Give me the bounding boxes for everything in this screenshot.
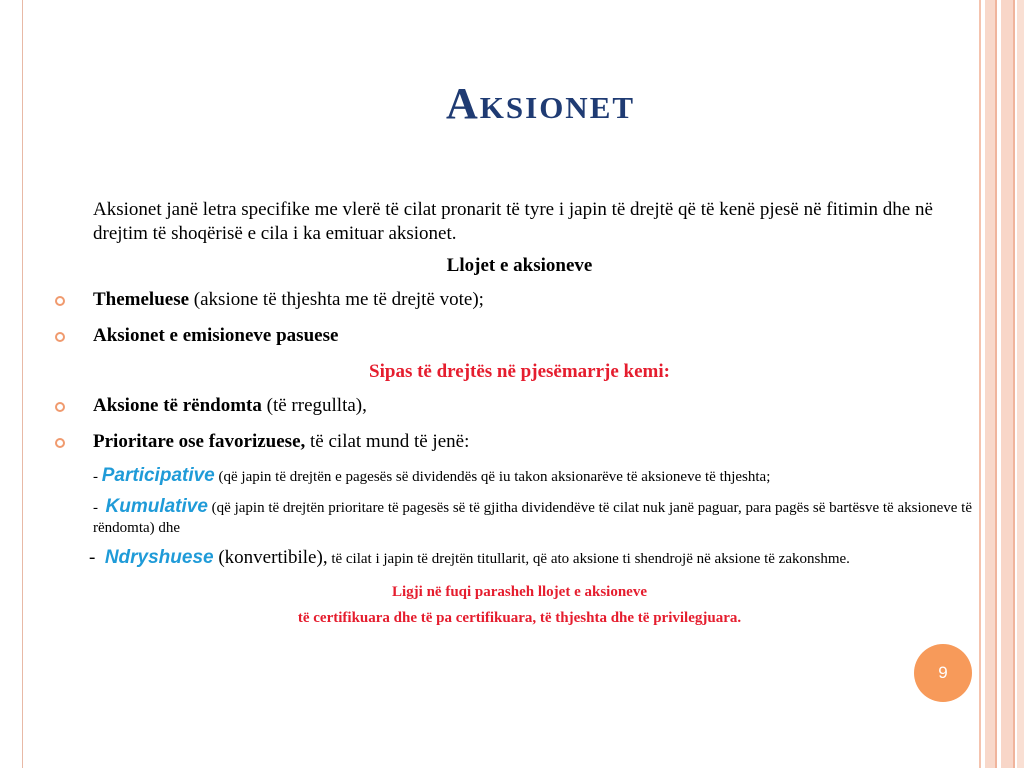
sub-term: Kumulative <box>105 496 208 517</box>
bullet-term: Prioritare ose favorizuese, <box>93 431 306 452</box>
rights-heading: Sipas të drejtës në pjesëmarrje kemi: <box>369 361 670 382</box>
bullet-item <box>52 288 987 312</box>
sub-desc: të cilat i japin të drejtën titullarit, që ato aksione ti shendrojë në aksione të zakonshme. <box>327 551 850 567</box>
bullet-circle-icon <box>55 402 65 412</box>
right-border-stripe <box>1013 0 1015 768</box>
bullet-item <box>52 430 987 454</box>
sub-dash: - <box>89 547 105 568</box>
bullet-term: Themeluese <box>93 289 190 310</box>
intro-paragraph: Aksionet janë letra specifike me vlerë të cilat pronarit të tyre i japin të drejtë që të kenë pjesë në fitimin dhe në drejtim të shoqërisë e cila i ka emituar aksionet. <box>93 199 933 244</box>
bullet-item <box>52 324 987 348</box>
sub-term: Participative <box>101 465 215 486</box>
sub-desc: (që japin të drejtën prioritare të pagesës së të gjitha dividendëve të cilat nuk janë paguar, para pagës së bartësve të aksioneve të rëndomta) dhe <box>93 500 972 536</box>
sub-term: Ndryshuese <box>104 547 214 568</box>
bullet-circle-icon <box>55 296 65 306</box>
law-line-1: Ligji në fuqi parasheh llojet e aksioneve <box>391 584 647 600</box>
sub-dash: - <box>93 500 106 516</box>
sub-item-ndryshuese <box>89 548 987 569</box>
bullet-text: (të rregullta), <box>261 395 367 416</box>
left-border-line <box>0 0 23 768</box>
bullet-item <box>52 394 987 418</box>
bullet-term: Aksionet e emisioneve pasuese <box>93 325 339 346</box>
sub-desc: (që japin të drejtën e pagesës së dividendës që iu takon aksionarëve të aksioneve të thjeshta; <box>214 469 771 485</box>
page-number-badge: 9 <box>914 644 972 702</box>
right-border-stripe <box>1001 0 1013 768</box>
slide-title: Aksionet <box>446 79 636 128</box>
bullet-circle-icon <box>55 438 65 448</box>
right-border-stripe <box>995 0 997 768</box>
sub-item-participative <box>93 466 987 487</box>
types-heading: Llojet e aksioneve <box>446 255 593 276</box>
slide-content <box>52 198 987 631</box>
sub-dash: - <box>93 469 102 485</box>
bullet-circle-icon <box>55 332 65 342</box>
sub-mid: (konvertibile), <box>213 547 328 568</box>
law-line-2: të certifikuara dhe të pa certifikuara, të thjeshta dhe të privilegjuara. <box>297 610 742 626</box>
right-border-stripe <box>1017 0 1024 768</box>
bullet-text: (aksione të thjeshta me të drejtë vote); <box>189 289 484 310</box>
sub-item-kumulative <box>93 497 987 538</box>
bullet-term: Aksione të rëndomta <box>93 395 262 416</box>
bullet-text: të cilat mund të jenë: <box>305 431 470 452</box>
